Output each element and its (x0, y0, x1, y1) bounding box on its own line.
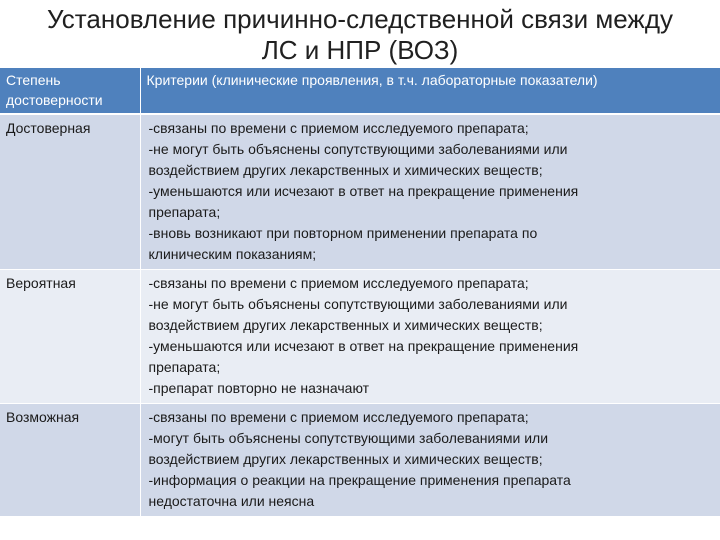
table-row-probable (0, 270, 720, 404)
criteria-line: -связаны по времени с приемом исследуемого препарата; (148, 275, 529, 291)
criteria-line: воздействием других лекарственных и химических веществ; (148, 317, 543, 333)
criteria-cell (140, 404, 720, 517)
header-criteria (140, 68, 720, 114)
degree-cell: Возможная (0, 404, 140, 517)
slide-title (0, 0, 720, 68)
criteria-line: -информация о реакции на прекращение применения препарата (148, 472, 571, 488)
criteria-line: -не могут быть объяснены сопутствующими заболеваниями или (148, 296, 568, 312)
criteria-line: -препарат повторно не назначают (148, 380, 370, 396)
criteria-line: клиническим показаниям; (148, 246, 317, 262)
criteria-line: препарата; (148, 204, 221, 220)
header-degree (0, 68, 140, 114)
criteria-line: воздействием других лекарственных и химических веществ; (148, 451, 543, 467)
degree-cell: Вероятная (0, 270, 140, 404)
criteria-line: -связаны по времени с приемом исследуемого препарата; (148, 120, 529, 136)
header-degree-line-1: Степень (6, 72, 61, 88)
criteria-line: -не могут быть объяснены сопутствующими заболеваниями или (148, 141, 568, 157)
header-degree-line-2: достоверности (6, 92, 103, 108)
criteria-cell (140, 114, 720, 270)
criteria-line: недостаточна или неясна (148, 493, 315, 509)
criteria-line: -связаны по времени с приемом исследуемого препарата; (148, 409, 529, 425)
table-header-row (0, 68, 720, 114)
slide-title-line-2: ЛС и НПР (ВОЗ) (261, 35, 459, 65)
degree-cell: Достоверная (0, 114, 140, 270)
criteria-line: воздействием других лекарственных и химических веществ; (148, 162, 543, 178)
criteria-line: -уменьшаются или исчезают в ответ на прекращение применения (148, 183, 579, 199)
table-row-definite (0, 114, 720, 270)
criteria-line: препарата; (148, 359, 221, 375)
criteria-line: -могут быть объяснены сопутствующими заболеваниями или (148, 430, 549, 446)
table-row-possible (0, 404, 720, 517)
header-criteria-text: Критерии (клинические проявления, в т.ч. лабораторные показатели) (146, 72, 598, 88)
causality-criteria-table (0, 68, 720, 517)
criteria-cell (140, 270, 720, 404)
criteria-line: -вновь возникают при повторном применении препарата по (148, 225, 538, 241)
criteria-line: -уменьшаются или исчезают в ответ на прекращение применения (148, 338, 579, 354)
slide-title-line-1: Установление причинно-следственной связи между (47, 4, 673, 34)
